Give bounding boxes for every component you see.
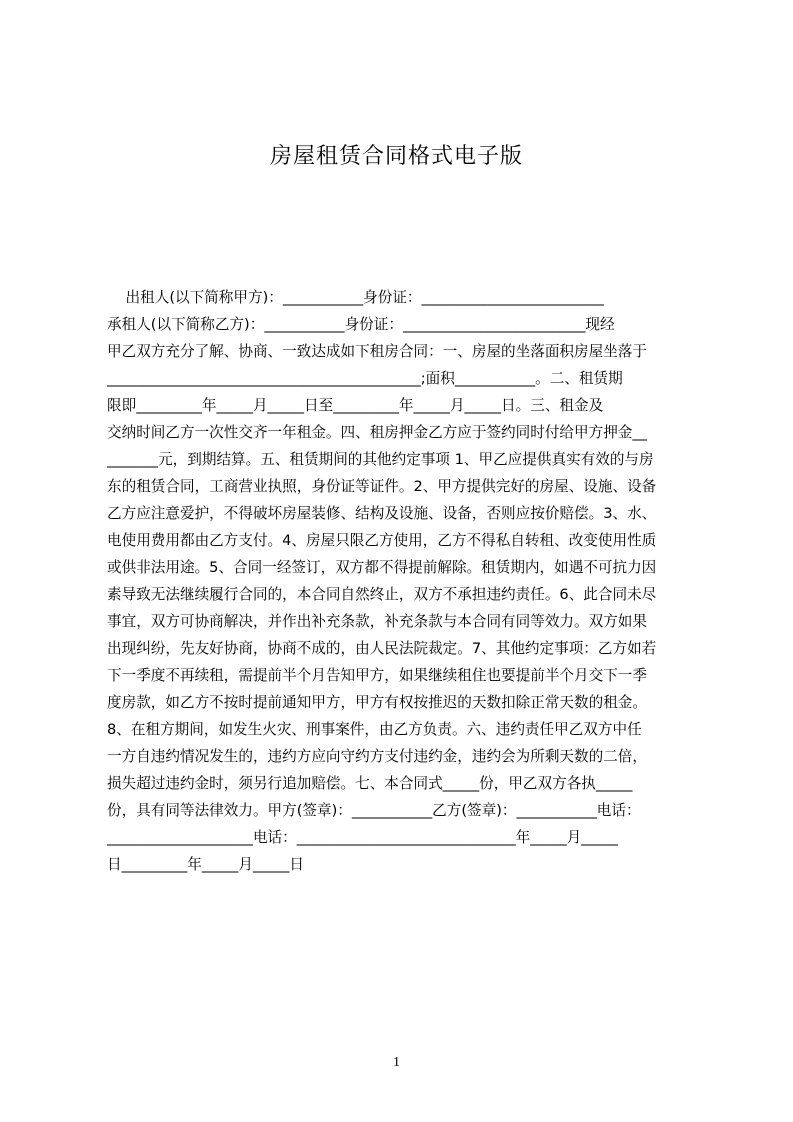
body-line: 乙方应注意爱护，不得破坏房屋装修、结构及设施、设备，否则应按价赔偿。3、水、 [107, 505, 657, 522]
body-line: 下一季度不再续租，需提前半个月告知甲方，如果继续租住也要提前半个月交下一季 [107, 667, 647, 684]
body-line: 日_________年_____月_____日 [107, 856, 305, 873]
body-line: 东的租赁合同，工商营业执照，身份证等证件。2、甲方提供完好的房屋、设施、设备 [107, 478, 657, 495]
body-line: 度房款，如乙方不按时提前通知甲方，甲方有权按推迟的天数扣除正常天数的租金。 [107, 694, 647, 711]
body-line: 电使用费用都由乙方支付。4、房屋只限乙方使用，乙方不得私自转租、改变使用性质 [107, 532, 657, 549]
body-line: 出现纠纷，先友好协商，协商不成的，由人民法院裁定。7、其他约定事项：乙方如若 [107, 640, 657, 657]
body-line: 损失超过违约金时，须另行追加赔偿。七、本合同式_____份，甲乙双方各执_____ [107, 775, 633, 792]
body-line: 事宜，双方可协商解决，并作出补充条款，补充条款与本合同有同等效力。双方如果 [107, 613, 647, 630]
body-line: 一方自违约情况发生的，违约方应向守约方支付违约金，违约会为所剩天数的二倍， [107, 748, 647, 765]
body-line: ___________________________________________;面积___________。二、租赁期 [107, 370, 623, 387]
body-line: 8、在租方期间，如发生火灾、刑事案件，由乙方负责。六、违约责任甲乙双方中任 [107, 721, 642, 738]
document-title: 房屋租赁合同格式电子版 [269, 144, 523, 169]
body-line: ____________________电话：______________________________年_____月_____ [107, 829, 618, 846]
body-line: _______元，到期结算。五、租赁期间的其他约定事项 1、甲乙应提供真实有效的与房 [107, 451, 654, 468]
page-number: 1 [393, 1055, 400, 1070]
body-line: 素导致无法继续履行合同的，本合同自然终止，双方不承担违约责任。6、此合同未尽 [107, 586, 657, 603]
body-line: 甲乙双方充分了解、协商、一致达成如下租房合同：一、房屋的坐落面积房屋坐落于 [107, 343, 647, 360]
body-line: 份，具有同等法律效力。甲方(签章)：___________乙方(签章)：___________电话： [107, 802, 641, 819]
body-line: 或供非法用途。5、合同一经签订，双方都不得提前解除。租赁期内，如遇不可抗力因 [107, 559, 657, 576]
contract-body [107, 288, 698, 878]
body-line: 交纳时间乙方一次性交齐一年租金。四、租房押金乙方应于签约同时付给甲方押金__ [107, 424, 647, 441]
body-line: 出租人(以下简称甲方)：___________身份证：_________________________ [107, 289, 604, 306]
body-line: 承租人(以下简称乙方)：___________身份证：_________________________现经 [107, 316, 615, 333]
body-line: 限即_________年_____月_____日至_________年_____月_____日。三、租金及 [107, 397, 604, 414]
